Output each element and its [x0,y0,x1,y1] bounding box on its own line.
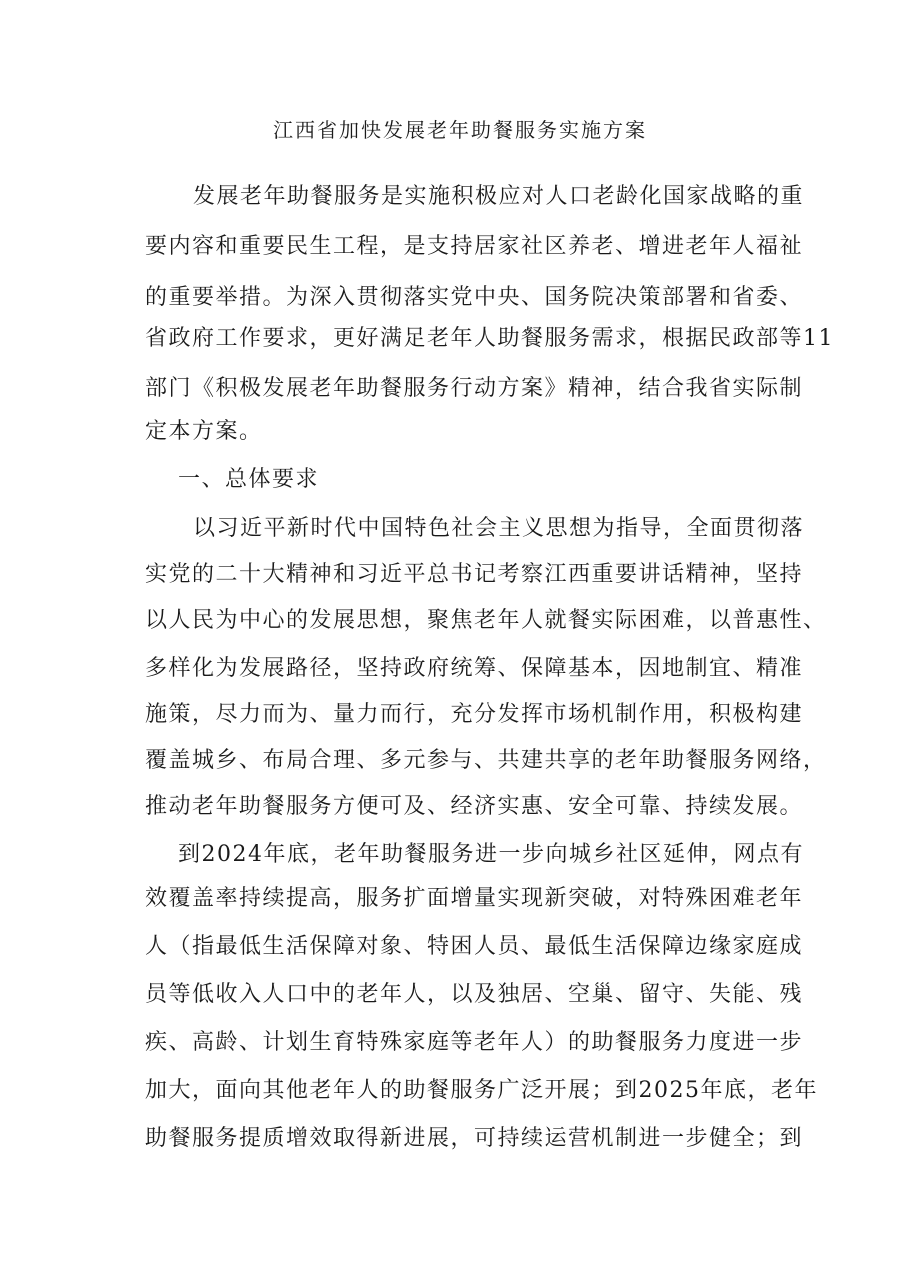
paragraph-line: 多样化为发展路径，坚持政府统筹、保障基本，因地制宜、精准 [145,656,804,681]
paragraph-line: 效覆盖率持续提高，服务扩面增量实现新突破，对特殊困难老年 [145,886,804,911]
paragraph-line: 助餐服务提质增效取得新进展，可持续运营机制进一步健全；到 [145,1126,804,1151]
paragraph-line: 覆盖城乡、布局合理、多元参与、共建共享的老年助餐服务网络， [145,748,827,773]
paragraph-line: 推动老年助餐服务方便可及、经济实惠、安全可靠、持续发展。 [145,794,804,819]
paragraph-line: 的重要举措。为深入贯彻落实党中央、国务院决策部署和省委、 [145,285,804,310]
document-title: 江西省加快发展老年助餐服务实施方案 [273,118,647,142]
paragraph-line: 实党的二十大精神和习近平总书记考察江西重要讲话精神，坚持 [145,562,804,587]
paragraph-line: 定本方案。 [145,419,263,444]
paragraph-line: 以习近平新时代中国特色社会主义思想为指导，全面贯彻落 [193,516,805,541]
paragraph-line: 疾、高龄、计划生育特殊家庭等老年人）的助餐服务力度进一步 [145,1030,804,1055]
paragraph-line: 加大，面向其他老年人的助餐服务广泛开展；到2025年底，老年 [145,1078,818,1103]
paragraph-line: 施策，尽力而为、量力而行，充分发挥市场机制作用，积极构建 [145,702,804,727]
paragraph-line: 员等低收入人口中的老年人，以及独居、空巢、留守、失能、残 [145,982,804,1007]
section-heading: 一、总体要求 [178,467,320,492]
paragraph-line: 省政府工作要求，更好满足老年人助餐服务需求，根据民政部等11 [145,326,834,351]
paragraph-line: 发展老年助餐服务是实施积极应对人口老龄化国家战略的重 [193,184,805,209]
paragraph-line: 要内容和重要民生工程，是支持居家社区养老、增进老年人福祉 [145,234,804,259]
paragraph-line: 到2024年底，老年助餐服务进一步向城乡社区延伸，网点有 [178,842,804,867]
paragraph-line: 以人民为中心的发展思想，聚焦老年人就餐实际困难，以普惠性、 [145,608,827,633]
paragraph-line: 人（指最低生活保障对象、特困人员、最低生活保障边缘家庭成 [145,934,804,959]
paragraph-line: 部门《积极发展老年助餐服务行动方案》精神，结合我省实际制 [145,376,804,401]
